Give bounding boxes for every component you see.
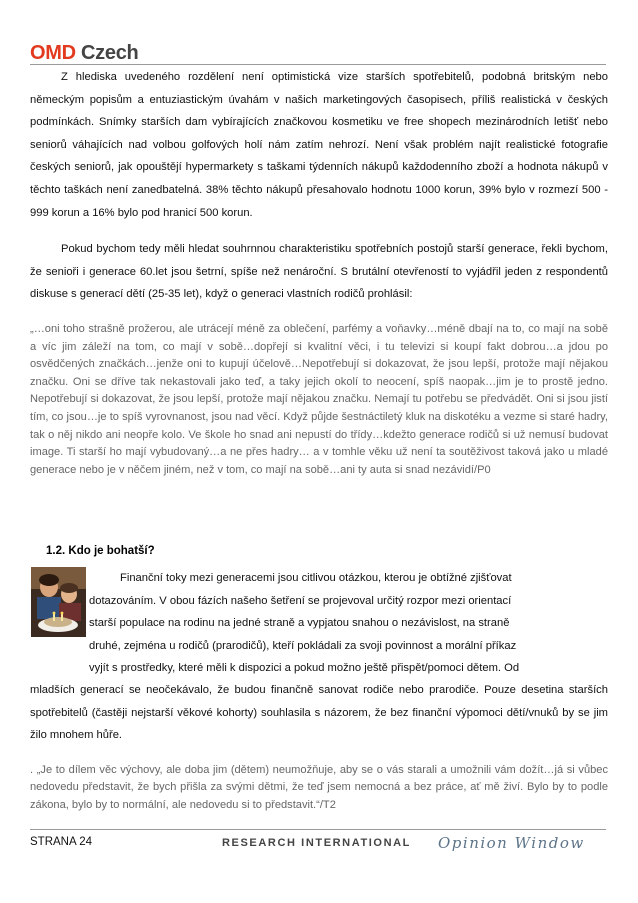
paragraph-2: Pokud bychom tedy měli hledat souhrnnou charakteristiku spotřebních postojů starší generace, řekli bychom, že senioři i generace 60.let jsou šetrní, spíše než nenároční. S brutální otevřeností to vyjádřil jeden z respondentů diskuse s generací dětí (25-35 let), když o generaci vlastních rodičů prohlásil: xyxy=(30,243,608,301)
header-divider xyxy=(30,64,606,65)
section-title: Kdo je bohatší? xyxy=(68,545,155,557)
section-text-full xyxy=(30,679,608,815)
main-text xyxy=(30,66,608,479)
quote-1: „…oni toho strašně prožerou, ale utrácejí méně za oblečení, parfémy a voňavky…méně dbají na to, co mají na sobě a víc jim záleží na tom, co mají v sobě…dopřejí si kvalitní věci, i tu televizi si koupí fakt dobrou…a jdou po osvědčených značkách…jenže oni to kupují účelově…Nepotřebují si dokazovat, že jsou lepší, protože mají nějakou značku. Oni se dříve tak nekastovali jako teď, a taky jejich okolí to neocení, spíš naopak…jim je to prostě jedno. Nepotřebují si dokazovat, že jsou lepší, protože mají nějakou značku. Nemají tu potřebu se předvádět. Oni si jsou jistí tím, co jsou…je to spíš vyrovnanost, jsou nad věcí. Když půjde šestnáctiletý kluk na diskotéku a vezme si staré hadry, tak o něj nikdo ani neopře kolo. Ve škole ho snad ani nepustí do třídy…kdežto generace rodičů si už nemusí budovat image. Ti starší ho mají vybudovaný…a ne přes hadry… a v tomhle věku už není ta soutěživost taková jako u mladé generace nebo je v něčem jiném, než v tom, co mají na sobě…ani ty auta si snad nezávidí/P0 xyxy=(30,322,608,476)
page-number: STRANA 24 xyxy=(30,836,92,848)
family-photo xyxy=(31,567,86,637)
section-text-wrapped xyxy=(89,567,608,680)
section-number: 1.2. xyxy=(46,545,66,557)
section-line-4: druhé, zejména u rodičů (prarodičů), kteří pokládali za svoji povinnost a morální příkaz xyxy=(89,639,517,652)
family-photo-image xyxy=(31,567,86,637)
paragraph-1: Z hlediska uvedeného rozdělení není optimistická vize starších spotřebitelů, podobná britským nebo německým popisům a entuziastickým úvahám v našich marketingových časopisech, příliš realistická v českých podmínkách. Snímky starších dam vybírajících značkovou kosmetiku ve free shopech mezinárodních letišť nebo seniorů váhajících nad volbou golfových holí nám zatím nehrozí. Není však problém najít realistické fotografie českých seniorů, jak opouštějí hypermarkety s taškami týdenních nákupů každodenního zboží a hodnota nákupů v těchto taškách není zanedbatelná. 38% těchto nákupů přesahovalo hodnotu 1000 korun, 39% bylo v rozmezí 500 - 999 korun a 16% bylo pod hranicí 500 korun. xyxy=(30,71,608,219)
section-line-3: starší populace na rodinu na jedné straně a vypjatou snahou o nezávislost, na straně xyxy=(89,617,510,630)
logo-czech: Czech xyxy=(81,42,139,64)
logo-omd: OMD xyxy=(30,42,76,64)
section-paragraph-rest: mladších generací se neočekávalo, že budou finančně sanovat rodiče nebo prarodiče. Pouze desetina starších spotřebitelů (častěji nejstarší věkové kohorty) souhlasila s názorem, že bez finanční výpomoci dětí/vnuků by se jim žilo mnohem hůře. xyxy=(30,684,608,742)
footer-divider xyxy=(30,829,606,830)
quote-2: . „Je to dílem věc výchovy, ale doba jim (dětem) neumožňuje, aby se o vás starali a umožnili vám dožít…já si vůbec nedovedu představit, že bych přišla za svými dětmi, že teď jsem nemocná a bez práce, ať mě živí. Bylo by to podle zákona, bylo by to normální, ale nedovedu si to představit.“/T2 xyxy=(30,763,608,811)
omd-czech-logo xyxy=(30,42,138,65)
section-line-2: dotazováním. V obou fázích našeho šetření se projevoval určitý rozpor mezi orientací xyxy=(89,594,512,607)
section-line-5: vyjít s prostředky, které měli k dispozici a pokud možno ještě přispět/pomoci dětem. Od xyxy=(89,662,520,675)
section-heading xyxy=(46,545,155,557)
brand-logo: Opinion Window xyxy=(438,834,585,852)
company-name: RESEARCH INTERNATIONAL xyxy=(222,837,411,849)
section-line-1: Finanční toky mezi generacemi jsou citlivou otázkou, kterou je obtížné zjišťovat xyxy=(120,572,512,584)
